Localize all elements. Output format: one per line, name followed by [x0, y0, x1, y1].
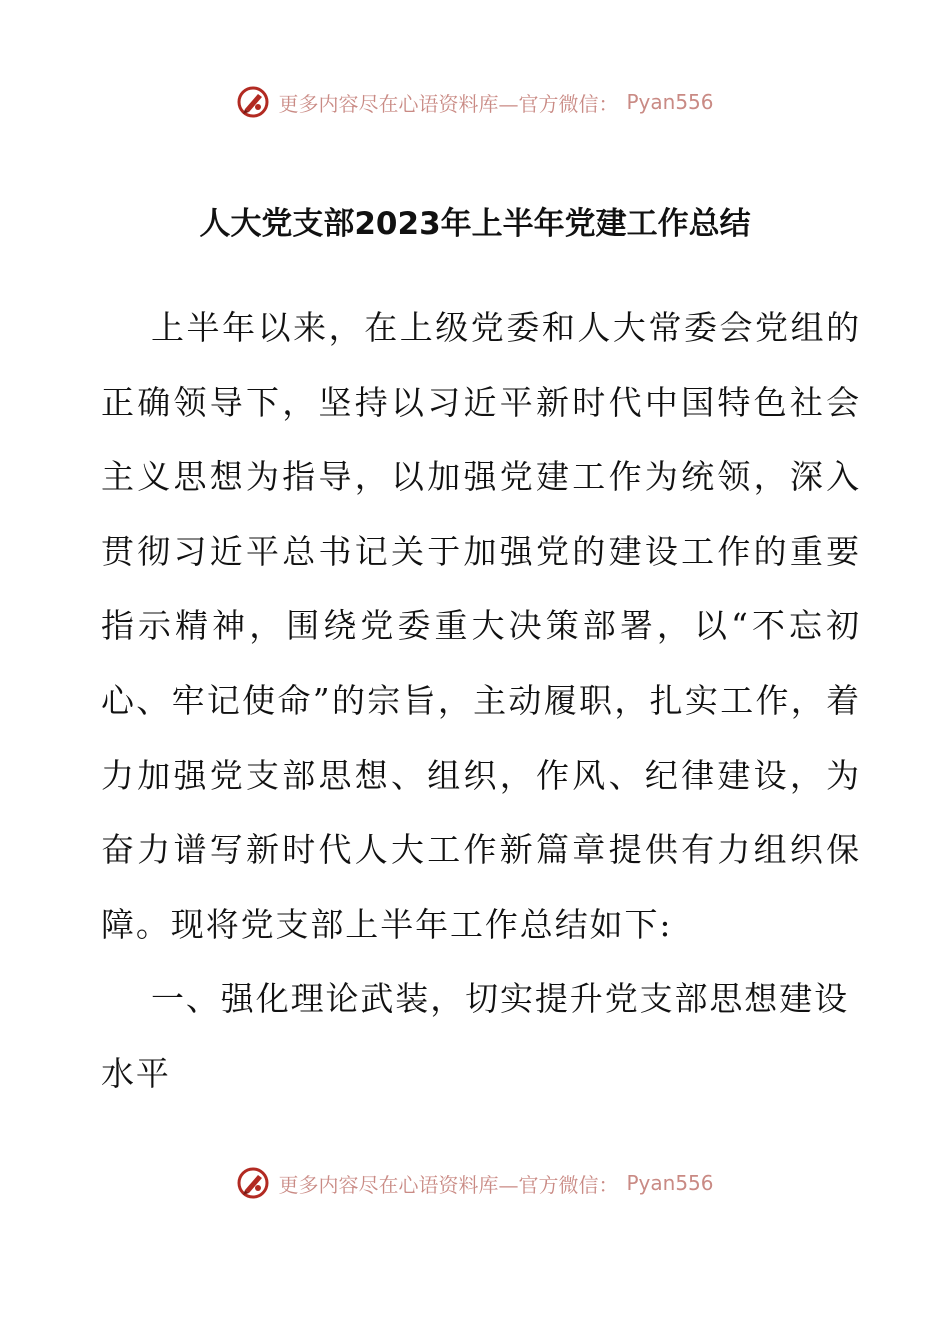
watermark-header — [0, 82, 950, 122]
section-heading: 一、强化理论武装，切实提升党支部思想建设水平 — [101, 979, 849, 1093]
watermark-contact: Pyan556 — [626, 1171, 714, 1195]
document-title: 人大党支部2023年上半年党建工作总结 — [199, 206, 751, 242]
pen-nib-logo-icon — [236, 1166, 270, 1200]
intro-paragraph: 上半年以来，在上级党委和人大常委会党组的正确领导下，坚持以习近平新时代中国特色社会主义思想为指导，以加强党建工作为统领，深入贯彻习近平总书记关于加强党的建设工作的重要指示精神，围绕党委重大决策部署，以“不忘初心、牢记使命”的宗旨，主动履职，扎实工作，着力加强党支部思想、组织，作风、纪律建设，为奋力谱写新时代人大工作新篇章提供有力组织保障。现将党支部上半年工作总结如下: — [101, 308, 861, 944]
watermark-footer — [0, 1163, 950, 1203]
watermark-text: 更多内容尽在心语资料库—官方微信： — [278, 1172, 619, 1197]
watermark-text: 更多内容尽在心语资料库—官方微信： — [278, 91, 619, 116]
watermark-contact: Pyan556 — [626, 90, 714, 114]
pen-nib-logo-icon — [236, 85, 270, 119]
